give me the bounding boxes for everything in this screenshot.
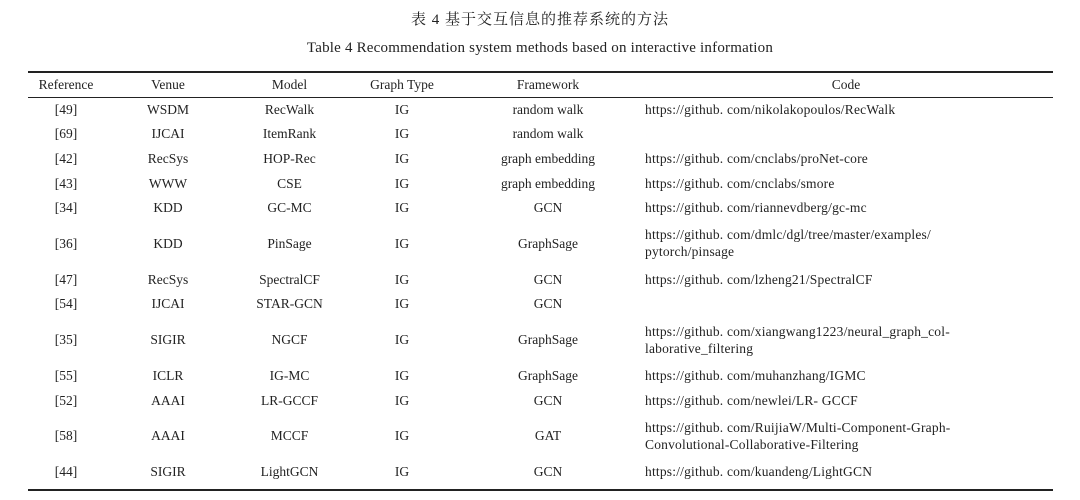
cell-graph-type: IG bbox=[394, 428, 410, 444]
cell-framework: GCN bbox=[533, 296, 563, 312]
table-row bbox=[28, 363, 1053, 388]
cell-graph-type: IG bbox=[394, 296, 410, 312]
cell-venue: IJCAI bbox=[151, 296, 185, 312]
cell-venue: WWW bbox=[148, 175, 188, 191]
header-venue: Venue bbox=[151, 77, 185, 92]
cell-reference: [44] bbox=[54, 464, 78, 480]
cell-venue: RecSys bbox=[147, 271, 189, 287]
table-row bbox=[28, 97, 1053, 122]
cell-framework: GCN bbox=[533, 392, 563, 408]
cell-graph-type: IG bbox=[394, 235, 410, 251]
header-framework: Framework bbox=[516, 77, 580, 92]
cell-reference: [36] bbox=[54, 235, 78, 251]
cell-code: https://github. com/kuandeng/LightGCN bbox=[645, 464, 873, 480]
cell-framework: random walk bbox=[512, 126, 584, 142]
cell-framework: random walk bbox=[512, 101, 584, 117]
table-row bbox=[28, 267, 1053, 292]
cell-reference: [35] bbox=[54, 332, 78, 348]
cell-venue: AAAI bbox=[151, 392, 185, 408]
cell-code: https://github. com/newlei/LR- GCCF bbox=[645, 392, 858, 408]
cell-reference: [69] bbox=[54, 126, 78, 142]
table-row bbox=[28, 388, 1053, 413]
cell-model: MCCF bbox=[270, 428, 309, 444]
cell-framework: GCN bbox=[533, 464, 563, 480]
cell-venue: ICLR bbox=[152, 367, 184, 383]
table-header-row bbox=[28, 73, 1053, 97]
table-row bbox=[28, 316, 1053, 363]
cell-graph-type: IG bbox=[394, 271, 410, 287]
cell-venue: AAAI bbox=[151, 428, 185, 444]
cell-framework: GraphSage bbox=[518, 332, 578, 348]
table-row bbox=[28, 220, 1053, 267]
cell-reference: [52] bbox=[54, 392, 78, 408]
cell-framework: GCN bbox=[533, 271, 563, 287]
cell-graph-type: IG bbox=[394, 392, 410, 408]
cell-framework: GraphSage bbox=[518, 367, 578, 383]
table-caption-english: Table 4 Recommendation system methods based on interactive information bbox=[306, 40, 774, 56]
cell-venue: SIGIR bbox=[150, 464, 186, 480]
cell-code: https://github. com/cnclabs/smore bbox=[645, 175, 835, 191]
cell-code: https://github. com/muhanzhang/IGMC bbox=[645, 367, 866, 383]
cell-model: ItemRank bbox=[262, 126, 317, 142]
cell-reference: [42] bbox=[54, 150, 78, 166]
cell-code: https://github. com/RuijiaW/Multi-Component-Graph- Convolutional-Collaborative-Filtering bbox=[645, 419, 951, 452]
table-row bbox=[28, 171, 1053, 196]
cell-code: https://github. com/xiangwang1223/neural_graph_col- laborative_filtering bbox=[645, 323, 950, 356]
cell-framework: GAT bbox=[534, 428, 562, 444]
table-body bbox=[28, 97, 1053, 484]
cell-model: NGCF bbox=[271, 332, 308, 348]
cell-graph-type: IG bbox=[394, 126, 410, 142]
cell-code: https://github. com/nikolakopoulos/RecWalk bbox=[645, 101, 896, 117]
table-row bbox=[28, 459, 1053, 484]
cell-reference: [49] bbox=[54, 101, 78, 117]
methods-table bbox=[28, 73, 1053, 484]
table-row bbox=[28, 195, 1053, 220]
header-model: Model bbox=[271, 77, 308, 92]
cell-graph-type: IG bbox=[394, 200, 410, 216]
cell-venue: KDD bbox=[153, 235, 183, 251]
cell-code: https://github. com/riannevdberg/gc-mc bbox=[645, 200, 867, 216]
cell-reference: [58] bbox=[54, 428, 78, 444]
cell-code bbox=[639, 122, 1053, 147]
cell-venue: RecSys bbox=[147, 150, 189, 166]
cell-code: https://github. com/cnclabs/proNet-core bbox=[645, 150, 868, 166]
cell-framework: graph embedding bbox=[500, 150, 596, 166]
cell-model: IG-MC bbox=[269, 367, 310, 383]
cell-model: STAR-GCN bbox=[256, 296, 323, 312]
cell-framework: GCN bbox=[533, 200, 563, 216]
cell-graph-type: IG bbox=[394, 464, 410, 480]
cell-graph-type: IG bbox=[394, 175, 410, 191]
cell-model: CSE bbox=[277, 175, 302, 191]
cell-code bbox=[639, 292, 1053, 317]
cell-model: RecWalk bbox=[264, 101, 315, 117]
cell-reference: [34] bbox=[54, 200, 78, 216]
cell-model: SpectralCF bbox=[259, 271, 320, 287]
cell-graph-type: IG bbox=[394, 101, 410, 117]
table-caption-chinese: 表 4 基于交互信息的推荐系统的方法 bbox=[410, 12, 669, 28]
table-bottom-rule bbox=[28, 489, 1053, 491]
cell-venue: WSDM bbox=[146, 101, 189, 117]
cell-model: PinSage bbox=[267, 235, 312, 251]
cell-graph-type: IG bbox=[394, 332, 410, 348]
cell-model: GC-MC bbox=[267, 200, 312, 216]
cell-code: https://github. com/dmlc/dgl/tree/master/examples/ pytorch/pinsage bbox=[645, 227, 931, 260]
cell-graph-type: IG bbox=[394, 367, 410, 383]
header-reference: Reference bbox=[38, 77, 94, 92]
cell-graph-type: IG bbox=[394, 150, 410, 166]
header-graph-type: Graph Type bbox=[370, 77, 434, 92]
cell-venue: IJCAI bbox=[151, 126, 185, 142]
cell-model: LR-GCCF bbox=[260, 392, 318, 408]
cell-framework: graph embedding bbox=[500, 175, 596, 191]
cell-venue: KDD bbox=[153, 200, 183, 216]
cell-reference: [54] bbox=[54, 296, 78, 312]
cell-reference: [43] bbox=[54, 175, 78, 191]
cell-model: LightGCN bbox=[260, 464, 319, 480]
cell-reference: [47] bbox=[54, 271, 78, 287]
table-row bbox=[28, 292, 1053, 317]
cell-model: HOP-Rec bbox=[263, 150, 316, 166]
table-row bbox=[28, 412, 1053, 459]
cell-venue: SIGIR bbox=[150, 332, 186, 348]
table-row bbox=[28, 122, 1053, 147]
cell-code: https://github. com/lzheng21/SpectralCF bbox=[645, 271, 873, 287]
table-row bbox=[28, 146, 1053, 171]
header-code: Code bbox=[831, 77, 861, 92]
cell-framework: GraphSage bbox=[518, 235, 578, 251]
cell-reference: [55] bbox=[54, 367, 78, 383]
